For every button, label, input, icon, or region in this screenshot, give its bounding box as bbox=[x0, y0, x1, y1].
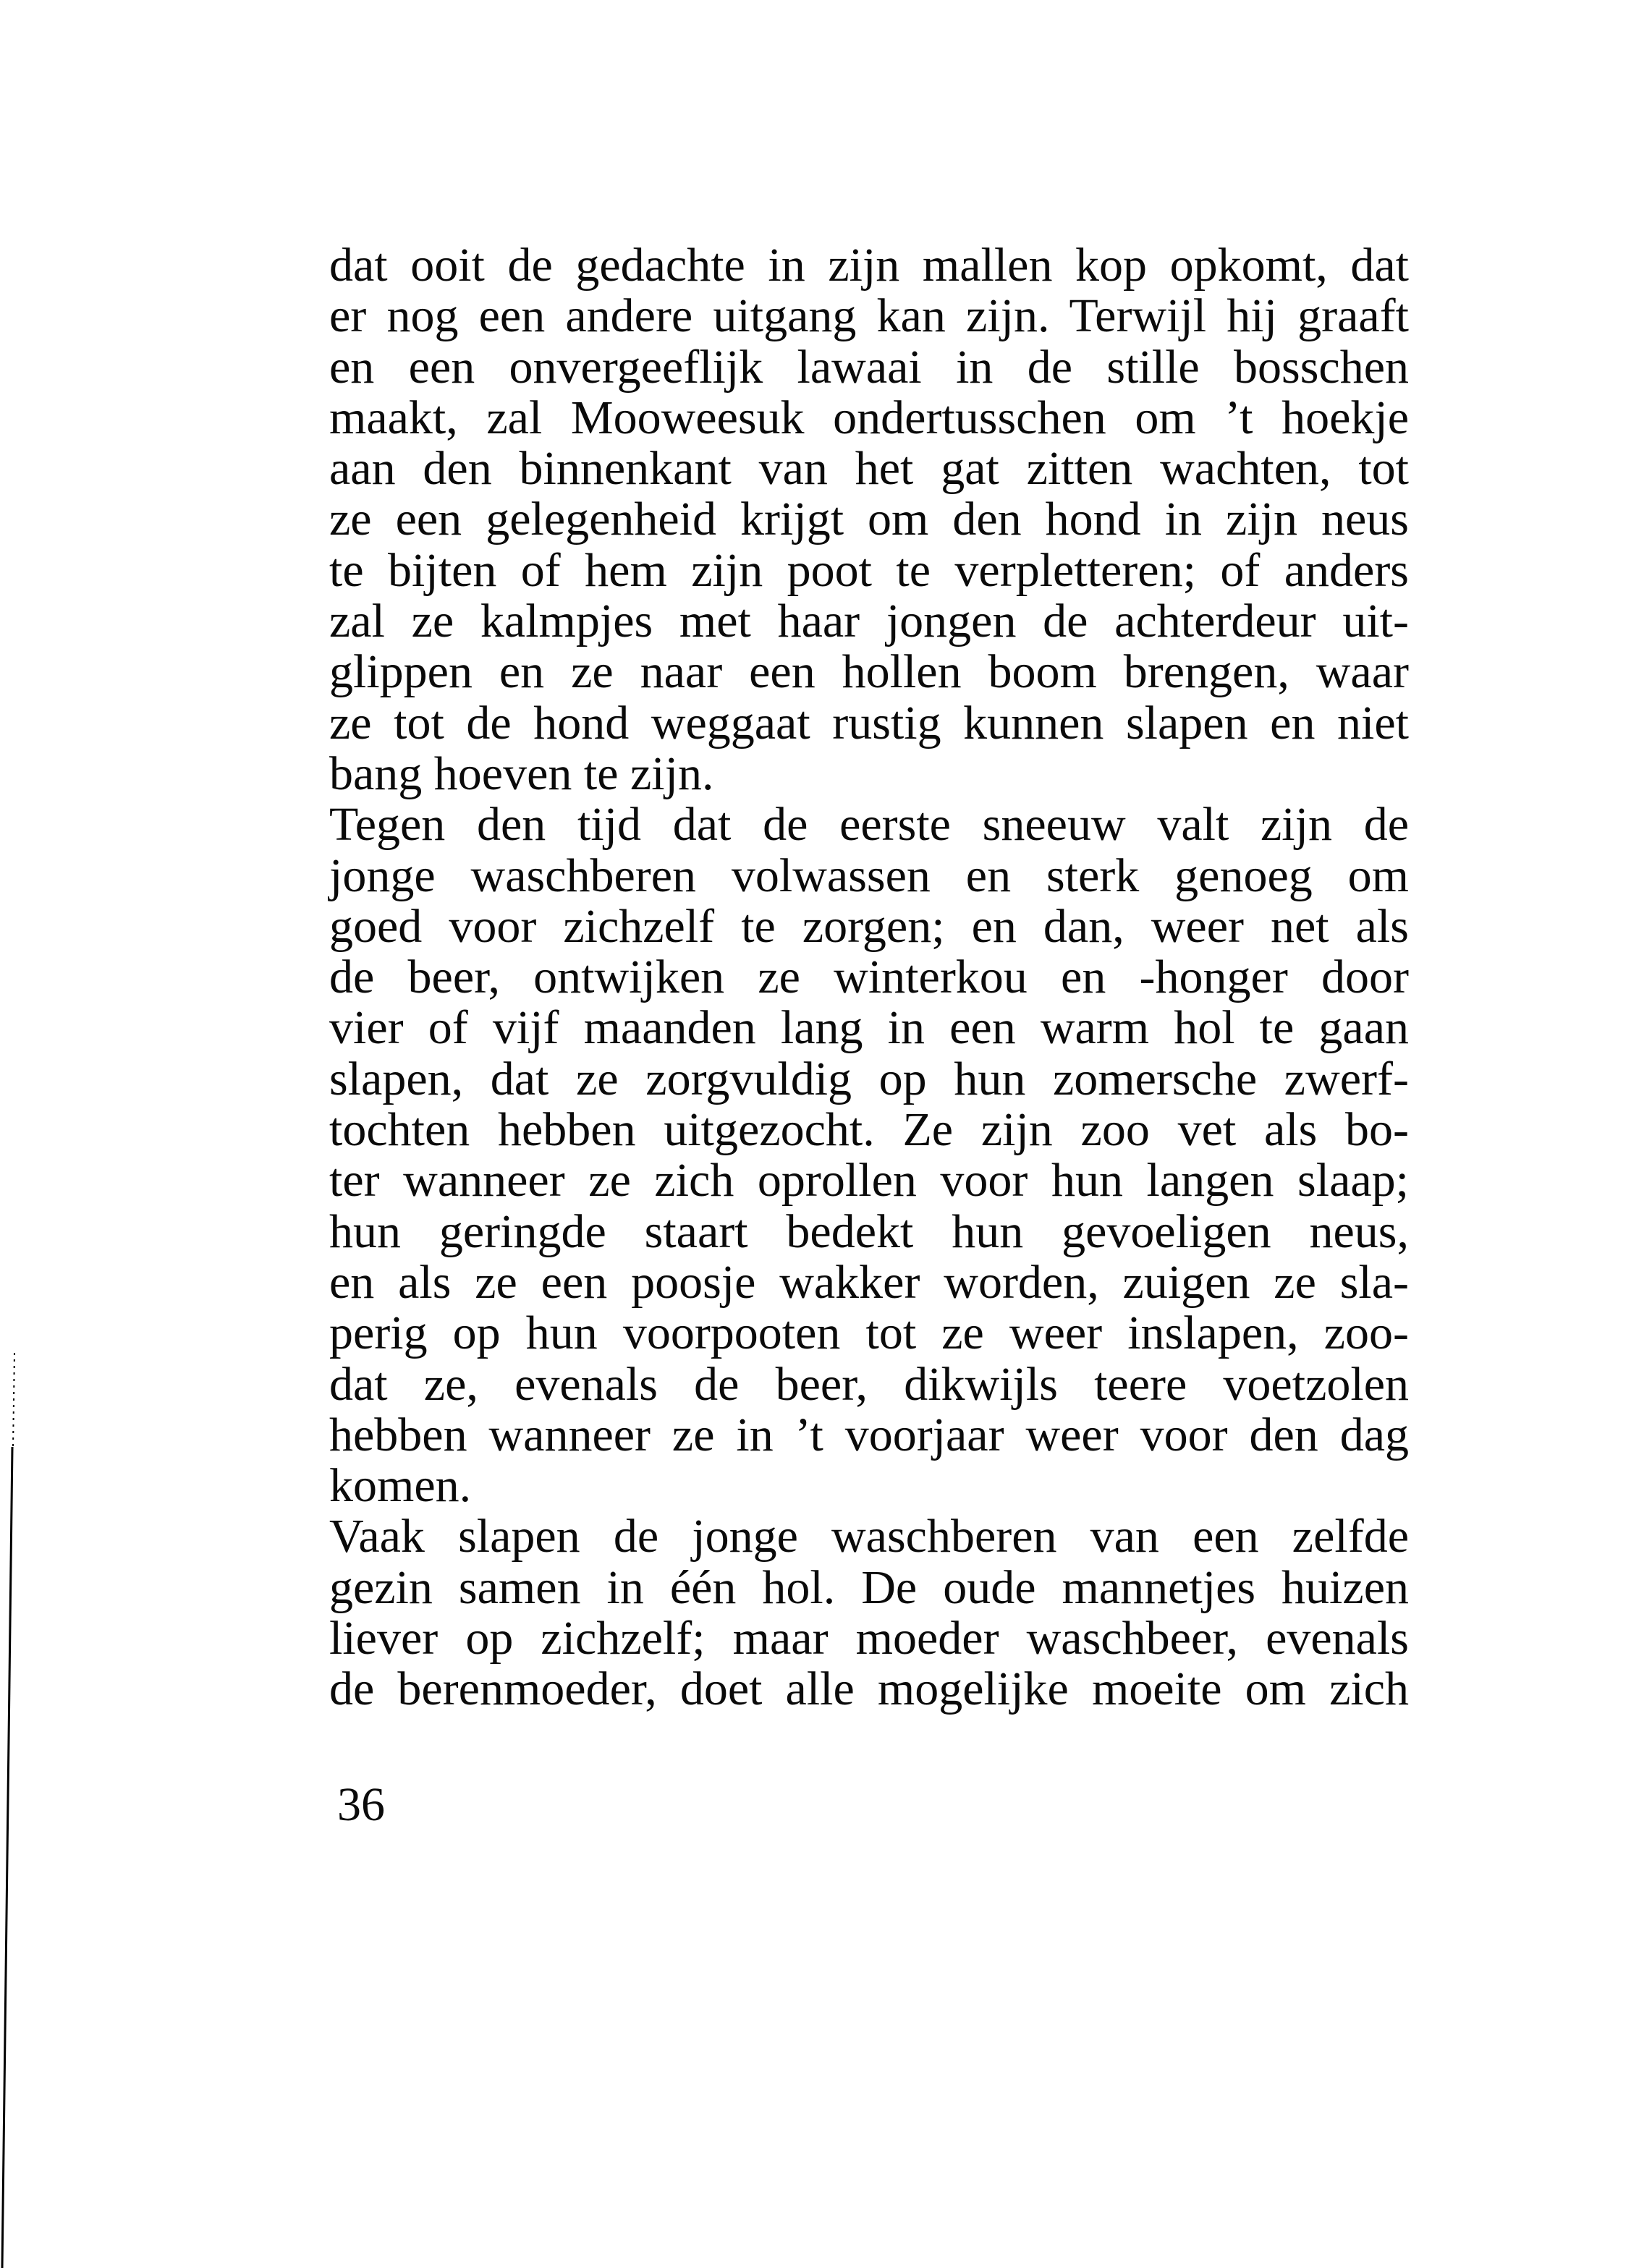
text-line: slapen, dat ze zorgvuldig op hun zomersche zwerf- bbox=[329, 1052, 1409, 1105]
text-line: gezin samen in één hol. De oude mannetjes huizen bbox=[329, 1560, 1409, 1614]
text-line: en als ze een poosje wakker worden, zuigen ze sla- bbox=[329, 1255, 1409, 1309]
text-line: vier of vijf maanden lang in een warm hol te gaan bbox=[329, 1001, 1409, 1055]
paragraph-3 bbox=[329, 1511, 1409, 1715]
paragraph-2 bbox=[329, 799, 1409, 1511]
text-line: ter wanneer ze zich oprollen voor hun langen slaap; bbox=[329, 1154, 1409, 1207]
text-line: dat ze, evenals de beer, dikwijls teere voetzolen bbox=[329, 1357, 1409, 1411]
text-line: ze tot de hond weggaat rustig kunnen slapen en niet bbox=[329, 696, 1409, 749]
scan-edge-line-dotted bbox=[13, 1353, 14, 1447]
text-line: te bijten of hem zijn poot te verpletteren; of anders bbox=[329, 543, 1409, 597]
text-line: er nog een andere uitgang kan zijn. Terwijl hij graaft bbox=[329, 289, 1409, 343]
text-line: perig op hun voorpooten tot ze weer inslapen, zoo- bbox=[329, 1307, 1409, 1360]
text-line: hebben wanneer ze in ’t voorjaar weer voor den dag bbox=[329, 1408, 1409, 1461]
text-line: Tegen den tijd dat de eerste sneeuw valt zijn de bbox=[329, 798, 1409, 851]
text-line: dat ooit de gedachte in zijn mallen kop opkomt, dat bbox=[329, 239, 1409, 292]
text-line: goed voor zichzelf te zorgen; en dan, weer net als bbox=[329, 899, 1409, 953]
text-line: hun geringde staart bedekt hun gevoeligen neus, bbox=[329, 1205, 1409, 1258]
text-line: bang hoeven te zijn. bbox=[329, 747, 714, 800]
text-line: liever op zichzelf; maar moeder waschbeer, evenals bbox=[329, 1612, 1409, 1665]
page-number: 36 bbox=[337, 1778, 385, 1831]
scan-edge-line bbox=[2, 1447, 12, 2268]
text-line: zal ze kalmpjes met haar jongen de achterdeur uit- bbox=[329, 595, 1409, 648]
text-line: tochten hebben uitgezocht. Ze zijn zoo vet als bo- bbox=[329, 1103, 1409, 1157]
text-line: jonge waschberen volwassen en sterk genoeg om bbox=[329, 849, 1409, 902]
text-line: de berenmoeder, doet alle mogelijke moeite om zich bbox=[329, 1662, 1409, 1716]
paragraph-1 bbox=[329, 240, 1409, 799]
body-text bbox=[329, 240, 1409, 1715]
text-line: ze een gelegenheid krijgt om den hond in zijn neus bbox=[329, 493, 1409, 546]
text-line: de beer, ontwijken ze winterkou en -honger door bbox=[329, 951, 1409, 1004]
text-line: aan den binnenkant van het gat zitten wachten, tot bbox=[329, 442, 1409, 496]
text-line: komen. bbox=[329, 1459, 472, 1513]
text-line: maakt, zal Mooweesuk ondertusschen om ’t hoekje bbox=[329, 391, 1409, 444]
text-line: glippen en ze naar een hollen boom brengen, waar bbox=[329, 645, 1409, 699]
scan-edge-artifact bbox=[0, 0, 29, 2268]
text-line: Vaak slapen de jonge waschberen van een zelfde bbox=[329, 1510, 1409, 1563]
text-line: en een onvergeeflijk lawaai in de stille bosschen bbox=[329, 340, 1409, 394]
